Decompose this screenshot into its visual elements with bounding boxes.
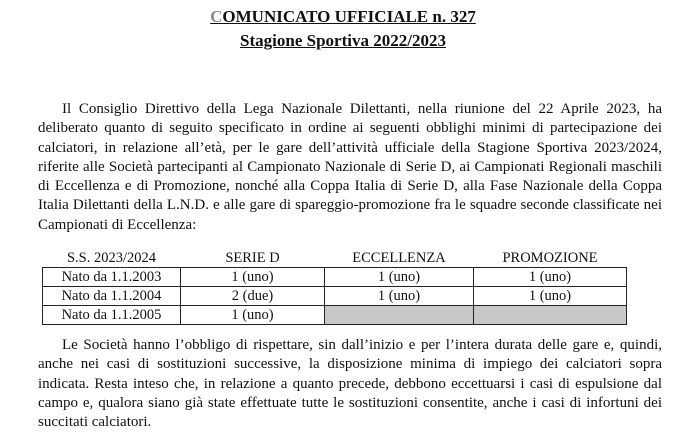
- cell-serie-d: 1 (uno): [181, 306, 325, 325]
- closing-paragraph-text: Le Società hanno l’obbligo di rispettare, sin dall’inizio e per l’intera durata delle gare e, quindi, anche nei casi di sostituzioni successive, la disposizione minima di impiego dei calciatori sopra indicata. Resta inteso che, in relazione a quanto precede, debbono eccettuarsi i casi di espulsione dal campo e, qualora siano già state effettuate tutte le sostituzioni consentite, anche i casi di infortuni dei succitati calciatori.: [38, 337, 662, 431]
- age-requirements-table: [42, 249, 627, 325]
- cell-empty-shaded: [474, 306, 627, 325]
- row-label: Nato da 1.1.2004: [43, 287, 181, 306]
- header-eccellenza: ECCELLENZA: [352, 250, 446, 266]
- intro-paragraph: [38, 100, 662, 235]
- cell-eccellenza: 1 (uno): [325, 287, 474, 306]
- header-season: S.S. 2023/2024: [66, 250, 157, 266]
- cell-promozione: 1 (uno): [474, 268, 627, 287]
- row-label: Nato da 1.1.2005: [43, 306, 181, 325]
- cell-promozione: 1 (uno): [474, 287, 627, 306]
- title-initial: C: [210, 7, 223, 26]
- document-subtitle: Stagione Sportiva 2022/2023: [240, 31, 446, 50]
- title-text: OMUNICATO UFFICIALE n. 327: [222, 7, 476, 26]
- document-title: [0, 7, 686, 27]
- intro-paragraph-text: Il Consiglio Direttivo della Lega Nazionale Dilettanti, nella riunione del 22 Aprile 2023, ha deliberato quanto di seguito specificato in ordine ai seguenti obblighi minimi di partecipazione dei calciatori, in relazione all’età, per le gare dell’attività ufficiale della Stagione Sportiva 2023/2024, riferite alle Società partecipanti al Campionato Nazionale di Serie D, ai Campionati Regionali maschili di Eccellenza e di Promozione, nonché alla Coppa Italia di Serie D, alla Fase Nazionale della Coppa Italia Dilettanti della L.N.D. e alle gare di spareggio-promozione fra le squadre seconde classificate nei Campionati di Eccellenza:: [38, 101, 662, 233]
- table-row: [43, 268, 627, 287]
- table-row: [43, 287, 627, 306]
- header-serie-d: SERIE D: [225, 250, 280, 266]
- table-header-row: [43, 249, 627, 268]
- closing-paragraph: [38, 336, 662, 432]
- table-row: [43, 306, 627, 325]
- cell-serie-d: 1 (uno): [181, 268, 325, 287]
- cell-serie-d: 2 (due): [181, 287, 325, 306]
- row-label: Nato da 1.1.2003: [43, 268, 181, 287]
- cell-eccellenza: 1 (uno): [325, 268, 474, 287]
- cell-empty-shaded: [325, 306, 474, 325]
- header-promozione: PROMOZIONE: [502, 250, 598, 266]
